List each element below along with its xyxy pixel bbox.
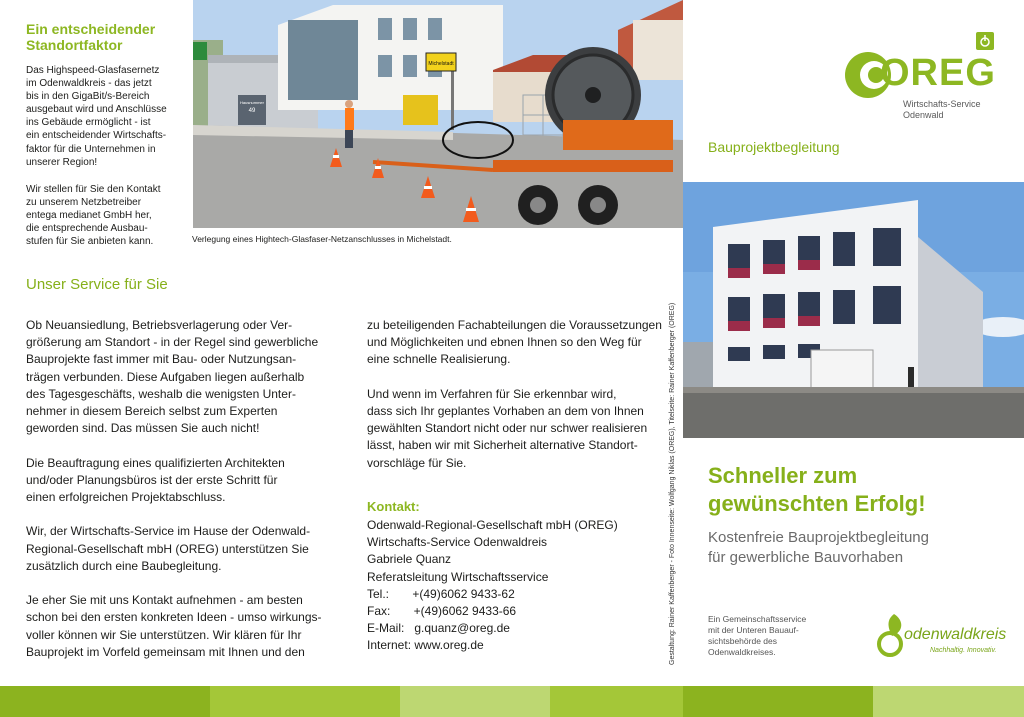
service-column-1: Ob Neuansiedlung, Betriebsverlagerung oder Ver- größerung am Standort - in der Regel sind gewerbliche Bauprojekte fast immer mit Bau- oder Nutzungsan- trägen verbunden. Diese Aufgaben liegen außerhalb des Tagesgeschäfts, weshalb die wenigsten Unter- nehmer in diesem Bereich selbst zum Experten geworden sind. Das müssen Sie auch nicht! Die Beauftragung eines qualifizierten Architekten und/oder Planungsbüros ist der erste Schritt für einen erfolgreichen Projektabschluss. Wir, der Wirtschafts-Service im Hause der Odenwald- Regional-Gesellschaft mbH (OREG) unterstützen Sie zusätzlich durch eine Baubegleitung. Je eher Sie mit uns Kontakt aufnehmen - am besten schon bei den ersten konkreten Ideen - umso wirkungs- voller können wir Sie unterstützen. Wir klären für Ihr Bauprojekt im Vorfeld gemeinsam mit Ihnen und den xyxy=(26,318,322,659)
stripe-segment xyxy=(400,686,550,717)
photo-caption: Verlegung eines Hightech-Glasfaser-Netzanschlusses in Michelstadt. xyxy=(192,234,452,244)
stripe-segment xyxy=(550,686,683,717)
construction-scene-illustration xyxy=(193,0,683,228)
cover-footer-text: Ein Gemeinschaftsservice mit der Unteren Bauauf- sichtsbehörde des Odenwaldkreises. xyxy=(708,614,807,657)
standortfaktor-heading: Ein entscheidender Standortfaktor xyxy=(26,21,156,53)
contact-heading: Kontakt: xyxy=(367,499,420,514)
building-illustration xyxy=(683,182,1024,438)
street-sign-text: Michelstadt xyxy=(428,61,454,67)
oreg-logo-text: OREG xyxy=(880,52,996,94)
odenwaldkreis-tagline: Nachhaltig. Innovativ. xyxy=(930,647,997,654)
credits-vertical: Gestaltung: Rainer Kaffenberger - Foto Innenseite: Wolfgang Niklas (OREG), Titelseite: Rainer Kaffenberger (OREG) xyxy=(669,302,676,665)
odenwaldkreis-logo-text: odenwaldkreis xyxy=(904,626,1007,643)
bottom-color-stripe xyxy=(0,686,1024,717)
oreg-logo-subtitle: Wirtschafts-Service Odenwald xyxy=(903,99,981,120)
cover-subline: Kostenfreie Bauprojektbegleitung für gewerbliche Bauvorhaben xyxy=(708,529,929,566)
stripe-segment xyxy=(0,686,210,717)
service-heading: Unser Service für Sie xyxy=(26,276,168,293)
contact-details: Odenwald-Regional-Gesellschaft mbH (OREG) Wirtschafts-Service Odenwaldreis Gabriele Quanz Referatsleitung Wirtschaftsservice Tel.: +(49)6062 9433-62 Fax: +(49)6062 9433-66 E-Mail: g.quanz@oreg.de Internet: www.oreg.de xyxy=(367,518,618,653)
service-column-2: zu beteiligenden Fachabteilungen die Voraussetzungen und Möglichkeiten und ebnen Ihnen so den Weg für eine schnelle Realisierung. Und wenn im Verfahren für Sie erkennbar wird, dass sich Ihr geplantes Vorhaben an dem von Ihnen gewählten Standort nicht oder nur schwer realisieren lässt, haben wir mit Sicherheit alternative Standort- vorschläge für Sie. xyxy=(367,318,662,470)
odenwaldkreis-logo xyxy=(874,610,1014,660)
cover-section-title: Bauprojektbegleitung xyxy=(708,139,840,155)
cover-headline: Schneller zum gewünschten Erfolg! xyxy=(708,463,926,516)
stripe-segment xyxy=(873,686,1024,717)
standortfaktor-paragraph-1: Das Highspeed-Glasfasernetz im Odenwaldkreis - das jetzt bis in den GigaBit/s-Bereich ausgebaut wird und Anschlüsse ins Gebäude ermöglicht - ist ein entscheidender Wirtschafts- faktor für die Unternehmen in unserer Region! xyxy=(26,65,167,168)
stripe-segment xyxy=(683,686,873,717)
building-photo xyxy=(683,182,1024,438)
standortfaktor-paragraph-2: Wir stellen für Sie den Kontakt zu unserem Netzbetreiber entega medianet GmbH her, die entsprechende Ausbau- stufen für Sie anbieten kann. xyxy=(26,184,161,248)
address-sign-number: 49 xyxy=(248,108,256,114)
construction-photo xyxy=(193,0,683,228)
stripe-segment xyxy=(210,686,400,717)
address-sign-label: Hausnummer xyxy=(239,100,265,105)
